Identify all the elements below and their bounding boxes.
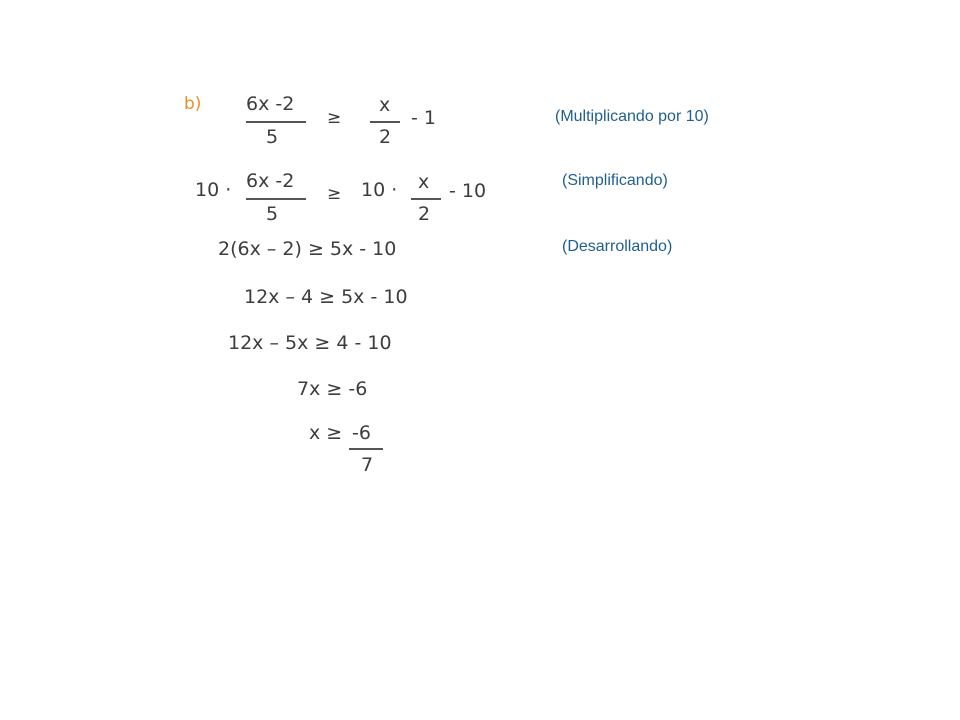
step6-inequality: 7x ≥ -6 <box>297 378 368 400</box>
step2-rhs-denominator: 2 <box>418 203 431 225</box>
step1-rhs-tail: - 1 <box>411 107 436 129</box>
step1-lhs-denominator: 5 <box>266 126 279 148</box>
step2-rhs-coefficient: 10 · <box>361 179 398 201</box>
step1-geq-symbol: ≥ <box>327 108 342 128</box>
step2-geq-symbol: ≥ <box>327 184 342 204</box>
step2-lhs-fraction-bar <box>246 198 306 200</box>
step7-numerator: -6 <box>352 422 371 444</box>
step1-lhs-numerator: 6x -2 <box>246 93 295 115</box>
step2-lhs-coefficient: 10 · <box>195 179 232 201</box>
step7-lhs: x ≥ <box>309 422 343 444</box>
step2-note: (Simplificando) <box>562 172 668 189</box>
step5-inequality: 12x – 5x ≥ 4 - 10 <box>228 332 392 354</box>
step1-rhs-denominator: 2 <box>379 126 392 148</box>
step2-rhs-fraction-bar <box>411 198 441 200</box>
step2-lhs-numerator: 6x -2 <box>246 170 295 192</box>
step3-inequality: 2(6x – 2) ≥ 5x - 10 <box>218 238 397 260</box>
step1-rhs-fraction-bar <box>370 121 400 123</box>
part-label: b) <box>184 94 202 114</box>
step2-rhs-numerator: x <box>418 171 430 193</box>
step4-inequality: 12x – 4 ≥ 5x - 10 <box>244 286 408 308</box>
step2-lhs-denominator: 5 <box>266 203 279 225</box>
step1-lhs-fraction-bar <box>246 121 306 123</box>
step1-note: (Multiplicando por 10) <box>555 108 709 125</box>
step7-fraction-bar <box>349 448 383 450</box>
step7-denominator: 7 <box>361 454 374 476</box>
step2-rhs-tail: - 10 <box>449 180 487 202</box>
step1-rhs-numerator: x <box>379 94 391 116</box>
step3-note: (Desarrollando) <box>562 238 673 255</box>
